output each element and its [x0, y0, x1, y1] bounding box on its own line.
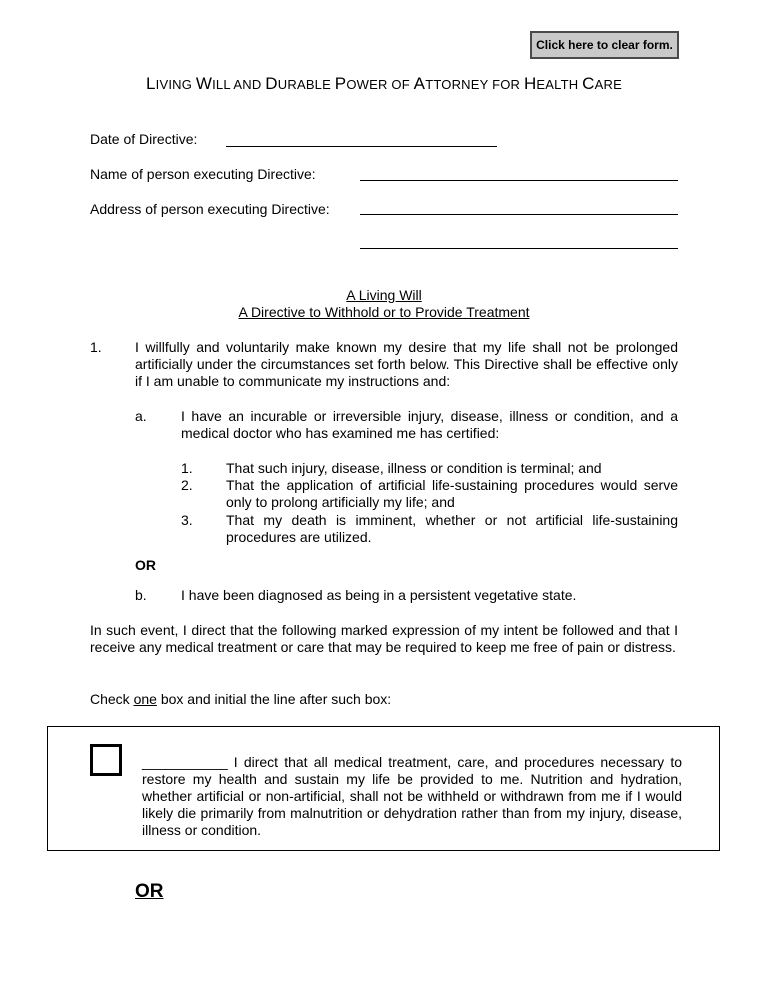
initial-line[interactable]: ___________	[142, 754, 228, 770]
title-part: D	[265, 74, 278, 93]
title-part: TTORNEY FOR	[425, 77, 524, 92]
item-a-text: I have an incurable or irreversible injury, disease, illness or condition, and a medical doctor who has examined me has certified:	[181, 408, 678, 441]
sub-item-3-text: That my death is imminent, whether or not artificial life-sustaining procedures are utilized.	[226, 512, 678, 545]
title-part: URABLE	[277, 77, 335, 92]
date-field[interactable]	[226, 146, 497, 147]
address-label: Address of person executing Directive:	[90, 201, 330, 217]
item-letter: a.	[135, 408, 147, 424]
address-field-line-1[interactable]	[360, 214, 678, 215]
title-part: ILL AND	[212, 77, 266, 92]
item-letter: b.	[135, 587, 147, 603]
item-1-text: I willfully and voluntarily make known my desire that my life shall not be prolonged artificially under the circumstances set forth below. This Directive shall be effective only if I am unable to communicate my instructions and:	[135, 339, 678, 389]
title-part: A	[413, 74, 426, 93]
item-b-text: I have been diagnosed as being in a persistent vegetative state.	[181, 587, 577, 603]
name-field[interactable]	[360, 180, 678, 181]
name-label: Name of person executing Directive:	[90, 166, 316, 182]
check-instruction	[90, 691, 391, 707]
instruction-text: Check	[90, 691, 134, 707]
or-separator: OR	[135, 557, 156, 573]
option-1-text	[142, 754, 682, 839]
section-subheading: A Directive to Withhold or to Provide Treatment	[238, 304, 530, 320]
address-field-line-2[interactable]	[360, 248, 678, 249]
sub-item-number: 2.	[181, 477, 193, 493]
section-heading: A Living Will	[346, 287, 422, 303]
option-1-statement: I direct that all medical treatment, care, and procedures necessary to restore my health and sustain my life be provided to me. Nutrition and hydration, whether artificial or non-artificial, shall not be withheld or withdrawn from me if I would likely die primarily from malnutrition or dehydration rather than from my injury, disease, illness or condition.	[142, 754, 682, 838]
date-label: Date of Directive:	[90, 131, 198, 147]
sub-item-number: 1.	[181, 460, 193, 476]
sub-item-1-text: That such injury, disease, illness or condition is terminal; and	[226, 460, 602, 476]
sub-item-2-text: That the application of artificial life-sustaining procedures would serve only to prolong artificially my life; and	[226, 477, 678, 510]
option-1-checkbox[interactable]	[90, 744, 122, 776]
title-part: W	[195, 74, 213, 93]
event-paragraph: In such event, I direct that the following marked expression of my intent be followed and that I receive any medical treatment or care that may be required to keep me free of pain or distress.	[90, 622, 678, 655]
title-part: C	[582, 74, 595, 93]
clear-form-button[interactable]: Click here to clear form.	[530, 31, 679, 59]
title-part: EALTH	[536, 77, 583, 92]
title-part: IVING	[155, 77, 196, 92]
instruction-text: box and initial the line after such box:	[156, 691, 392, 707]
title-part: ARE	[594, 77, 622, 92]
title-part: H	[523, 74, 537, 93]
title-part: P	[334, 74, 347, 93]
title-part: L	[146, 74, 156, 93]
item-number: 1.	[90, 339, 102, 355]
or-separator: OR	[135, 881, 164, 902]
instruction-emphasis: one	[133, 691, 157, 707]
document-title	[0, 74, 768, 94]
title-part: OWER OF	[346, 77, 414, 92]
sub-item-number: 3.	[181, 512, 193, 528]
